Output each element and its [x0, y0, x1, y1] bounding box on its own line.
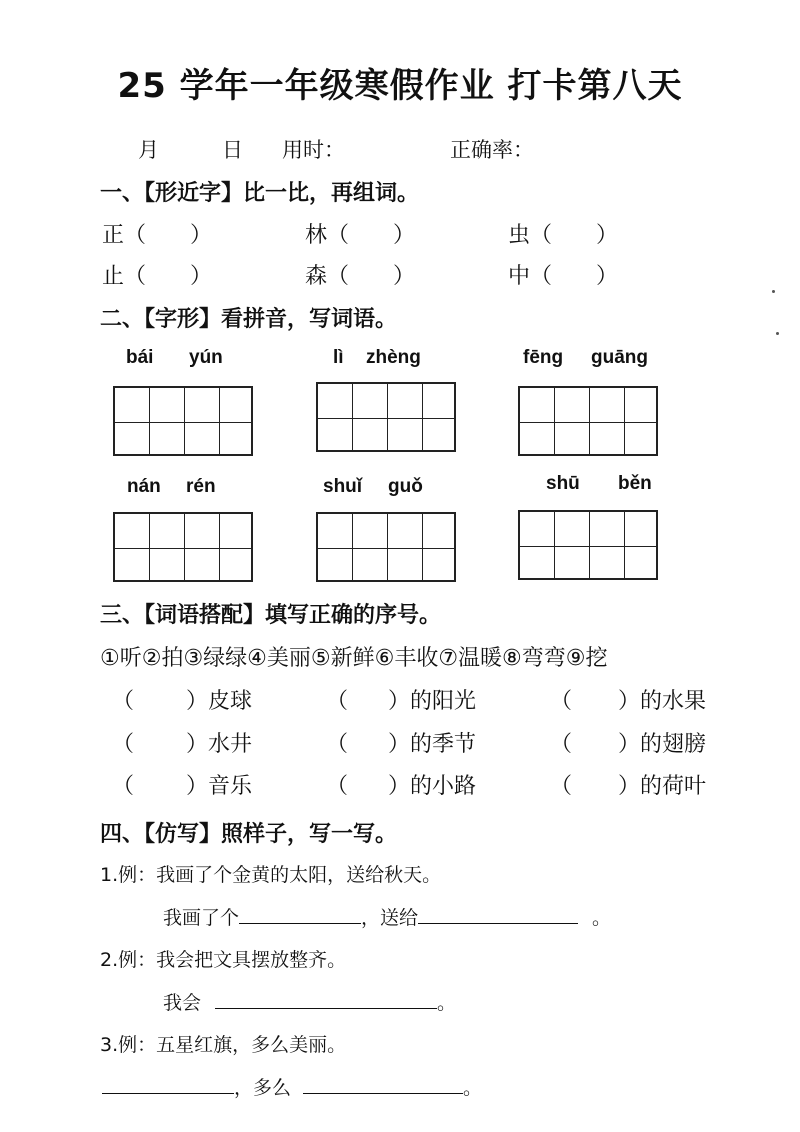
example-2-answer	[163, 988, 456, 1015]
similar-char-item: 林（ ）	[305, 223, 416, 248]
example-number: 2.例：	[100, 949, 157, 971]
match-item: ）的阳光	[388, 689, 477, 714]
paren-open: （	[112, 689, 135, 714]
paren-open: （	[550, 732, 573, 757]
answer-blank[interactable]	[102, 1075, 234, 1094]
time-label: 用时：	[282, 138, 345, 162]
paren-open: （	[550, 689, 573, 714]
day-label: 日	[222, 138, 243, 162]
example-3	[100, 1030, 346, 1057]
pinyin-syllable: shuǐ	[323, 476, 363, 497]
scan-speck	[776, 332, 779, 335]
answer-blank[interactable]	[215, 990, 437, 1009]
example-text: 五星红旗，多么美丽。	[156, 1034, 347, 1056]
pinyin-syllable: běn	[618, 473, 652, 494]
example-2	[100, 945, 346, 972]
answer-middle: ，送给	[361, 907, 419, 929]
paren-open: （	[112, 732, 135, 757]
section-4-heading: 四、【仿写】照样子，写一写。	[100, 822, 398, 847]
similar-char-item: 中（ ）	[508, 264, 619, 289]
example-3-answer	[102, 1073, 482, 1100]
pinyin-syllable: shū	[546, 473, 580, 494]
match-item: ）皮球	[186, 689, 253, 714]
answer-middle: ，多么	[234, 1077, 292, 1099]
paren-open: （	[326, 774, 349, 799]
pinyin-syllable: rén	[186, 476, 216, 497]
pinyin-syllable: bái	[126, 347, 154, 368]
match-item: ）水井	[186, 732, 253, 757]
pinyin-syllable: lì	[333, 347, 344, 368]
paren-open: （	[326, 689, 349, 714]
example-1	[100, 860, 441, 887]
answer-blank[interactable]	[303, 1075, 463, 1094]
accuracy-label: 正确率：	[450, 138, 534, 162]
example-number: 3.例：	[100, 1034, 157, 1056]
month-label: 月	[138, 138, 159, 162]
pinyin-syllable: guāng	[591, 347, 648, 368]
match-item: ）的小路	[388, 774, 477, 799]
section-1-heading: 一、【形近字】比一比，再组词。	[100, 181, 420, 206]
page-title: 25 学年一年级寒假作业 打卡第八天	[117, 66, 683, 106]
match-item: ）的荷叶	[618, 774, 707, 799]
writing-grid[interactable]	[113, 512, 253, 582]
similar-char-item: 森（ ）	[305, 264, 416, 289]
example-text: 我画了个金黄的太阳，送给秋天。	[156, 864, 442, 886]
pinyin-syllable: fēng	[523, 347, 564, 368]
match-item: ）的水果	[618, 689, 707, 714]
answer-prefix: 我会	[163, 992, 202, 1014]
match-item: ）音乐	[186, 774, 253, 799]
similar-char-item: 正（ ）	[102, 223, 213, 248]
similar-char-item: 止（ ）	[102, 264, 213, 289]
section-2-heading: 二、【字形】看拼音，写词语。	[100, 307, 398, 332]
pinyin-syllable: nán	[127, 476, 161, 497]
answer-end: 。	[463, 1077, 483, 1099]
example-number: 1.例：	[100, 864, 157, 886]
writing-grid[interactable]	[316, 512, 456, 582]
match-item: ）的翅膀	[618, 732, 707, 757]
match-item: ）的季节	[388, 732, 477, 757]
example-1-answer	[163, 903, 611, 930]
paren-open: （	[326, 732, 349, 757]
pinyin-syllable: guǒ	[388, 476, 423, 497]
paren-open: （	[550, 774, 573, 799]
answer-end: 。	[437, 992, 457, 1014]
example-text: 我会把文具摆放整齐。	[156, 949, 347, 971]
pinyin-syllable: yún	[189, 347, 223, 368]
answer-end: 。	[592, 907, 612, 929]
answer-blank[interactable]	[418, 905, 578, 924]
writing-grid[interactable]	[113, 386, 253, 456]
writing-grid[interactable]	[518, 386, 658, 456]
scan-speck	[772, 290, 775, 293]
similar-char-item: 虫（ ）	[508, 223, 619, 248]
word-options: ①听②拍③绿绿④美丽⑤新鲜⑥丰收⑦温暖⑧弯弯⑨挖	[100, 646, 608, 671]
section-3-heading: 三、【词语搭配】填写正确的序号。	[100, 603, 442, 628]
pinyin-syllable: zhèng	[366, 347, 421, 368]
paren-open: （	[112, 774, 135, 799]
answer-prefix: 我画了个	[163, 907, 240, 929]
writing-grid[interactable]	[316, 382, 456, 452]
answer-blank[interactable]	[239, 905, 361, 924]
writing-grid[interactable]	[518, 510, 658, 580]
